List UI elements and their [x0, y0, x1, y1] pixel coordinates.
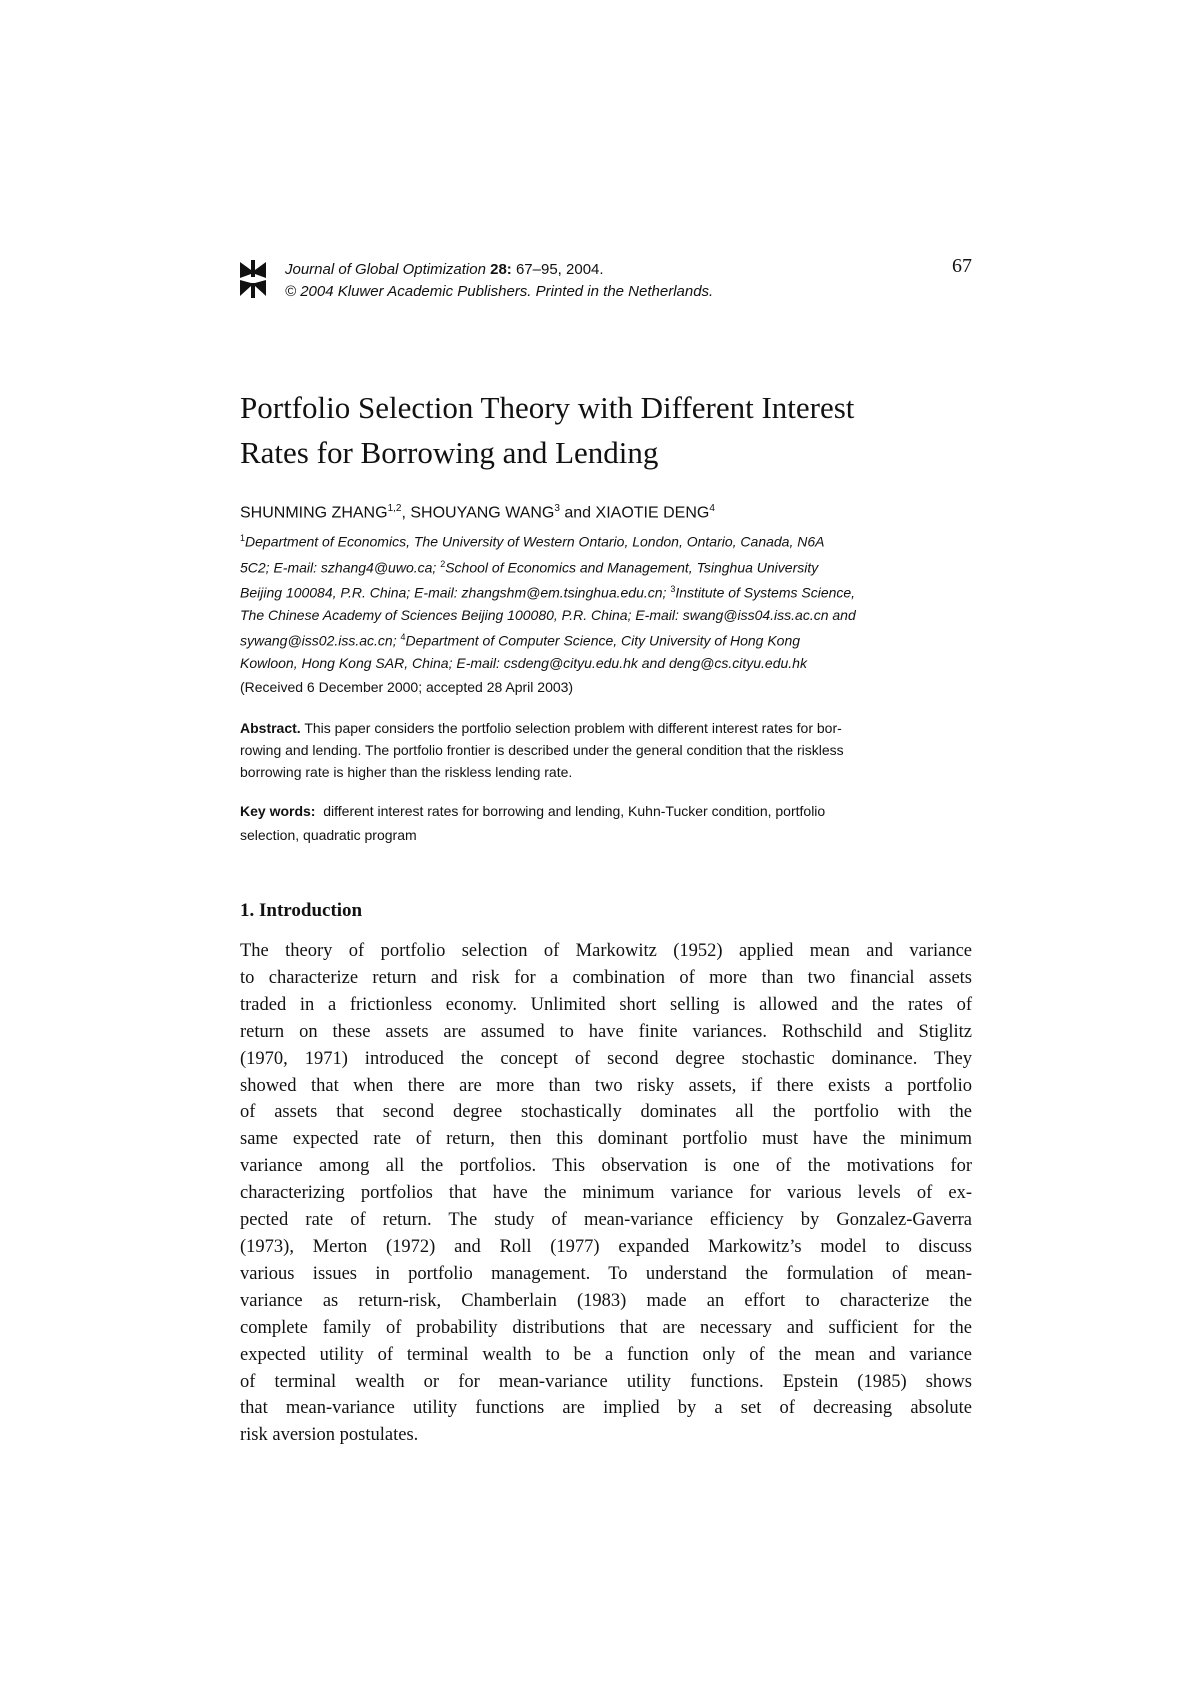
affiliation-text: 5C2; E-mail: szhang4@uwo.ca; — [240, 559, 441, 576]
affiliation-line: The Chinese Academy of Sciences Beijing 100080, P.R. China; E-mail: swang@iss04.iss.ac.cn and — [240, 606, 856, 623]
body-line: (1970, 1971) introduced the concept of second degree stochastic dominance. They — [240, 1048, 972, 1069]
body-line: that mean-variance utility functions are implied by a set of decreasing absolute — [240, 1398, 972, 1419]
paper-title — [240, 385, 970, 475]
author-name: SHOUYANG WANG — [410, 504, 555, 522]
affiliation-line — [240, 527, 972, 553]
body-line: return on these assets are assumed to have finite variances. Rothschild and Stiglitz — [240, 1021, 972, 1042]
journal-citation — [285, 259, 604, 281]
title-line: Portfolio Selection Theory with Different Interest — [240, 390, 855, 425]
affiliation-text: Department of Economics, The University of Western Ontario, London, Ontario, Canada, N6A — [245, 533, 825, 550]
author-affiliation-mark: 4 — [709, 503, 715, 514]
copyright-line: © 2004 Kluwer Academic Publishers. Printed in the Netherlands. — [285, 283, 714, 300]
body-line: of assets that second degree stochastically dominates all the portfolio with the — [240, 1102, 972, 1123]
body-line: variance as return-risk, Chamberlain (1983) made an effort to characterize the — [240, 1290, 972, 1311]
received-dates: (Received 6 December 2000; accepted 28 April 2003) — [240, 679, 574, 695]
keywords-line — [240, 799, 972, 823]
author-name: XIAOTIE DENG — [595, 504, 710, 522]
keywords-label: Key words: — [240, 803, 316, 819]
author-affiliation-mark: 3 — [554, 503, 560, 514]
keywords — [240, 799, 972, 847]
affiliation-text: Department of Computer Science, City University of Hong Kong — [405, 632, 801, 649]
body-line: variance among all the portfolios. This observation is one of the motivations for — [240, 1156, 972, 1177]
introduction-body — [240, 938, 972, 1449]
body-line: of terminal wealth or for mean-variance utility functions. Epstein (1985) shows — [240, 1371, 972, 1392]
page-number: 67 — [952, 255, 972, 277]
abstract-line: rowing and lending. The portfolio frontier is described under the general condition that the riskless — [240, 742, 844, 758]
keywords-line: selection, quadratic program — [240, 827, 417, 843]
body-line: complete family of probability distributions that are necessary and sufficient for the — [240, 1317, 972, 1338]
body-line: The theory of portfolio selection of Markowitz (1952) applied mean and variance — [240, 941, 972, 961]
abstract — [240, 717, 972, 783]
body-line: various issues in portfolio management. To understand the formulation of mean- — [240, 1263, 972, 1284]
abstract-line: borrowing rate is higher than the riskless lending rate. — [240, 764, 573, 780]
publisher-logo-icon — [238, 258, 268, 300]
affiliation-mark: 1 — [240, 533, 246, 543]
affiliation-text: sywang@iss02.iss.ac.cn; — [240, 632, 401, 649]
journal-volume: 28: — [490, 261, 512, 278]
author-affiliation-mark: 1,2 — [387, 503, 402, 514]
body-line: characterizing portfolios that have the minimum variance for various levels of ex- — [240, 1183, 972, 1204]
body-line: expected utility of terminal wealth to be a function only of the mean and variance — [240, 1344, 972, 1365]
affiliation-text: School of Economics and Management, Tsinghua University — [445, 559, 819, 576]
journal-pages-year: 67–95, 2004. — [515, 261, 604, 278]
title-line: Rates for Borrowing and Lending — [240, 435, 659, 470]
affiliation-mark: 4 — [400, 631, 406, 642]
affiliations — [240, 527, 972, 674]
affiliation-line: Kowloon, Hong Kong SAR, China; E-mail: csdeng@cityu.edu.hk and deng@cs.cityu.edu.hk — [240, 654, 807, 671]
body-line: traded in a frictionless economy. Unlimited short selling is allowed and the rates of — [240, 994, 972, 1015]
body-line: showed that when there are more than two risky assets, if there exists a portfolio — [240, 1075, 972, 1096]
abstract-line — [240, 717, 972, 739]
affiliation-line — [240, 578, 972, 604]
keywords-text: different interest rates for borrowing and lending, Kuhn-Tucker condition, portfolio — [323, 803, 826, 819]
body-line: pected rate of return. The study of mean-variance efficiency by Gonzalez-Gaverra — [240, 1210, 972, 1231]
affiliation-line — [240, 553, 972, 579]
body-line: same expected rate of return, then this dominant portfolio must have the minimum — [240, 1129, 972, 1150]
author-name: SHUNMING ZHANG — [240, 504, 388, 522]
author-list — [240, 503, 715, 522]
body-line: risk aversion postulates. — [240, 1425, 419, 1446]
body-line: to characterize return and risk for a combination of more than two financial assets — [240, 967, 972, 988]
affiliation-mark: 3 — [670, 584, 676, 595]
journal-name: Journal of Global Optimization — [285, 261, 486, 278]
author-separator: , — [401, 504, 411, 522]
affiliation-text: Institute of Systems Science, — [675, 584, 856, 601]
affiliation-mark: 2 — [440, 558, 446, 569]
abstract-text: This paper considers the portfolio selection problem with different interest rates for bor- — [304, 720, 842, 736]
abstract-label: Abstract. — [240, 720, 301, 736]
affiliation-text: Beijing 100084, P.R. China; E-mail: zhangshm@em.tsinghua.edu.cn; — [240, 584, 671, 601]
section-heading: 1. Introduction — [240, 900, 363, 921]
author-separator: and — [559, 504, 596, 522]
affiliation-line — [240, 626, 972, 652]
body-line: (1973), Merton (1972) and Roll (1977) expanded Markowitz’s model to discuss — [240, 1236, 972, 1257]
